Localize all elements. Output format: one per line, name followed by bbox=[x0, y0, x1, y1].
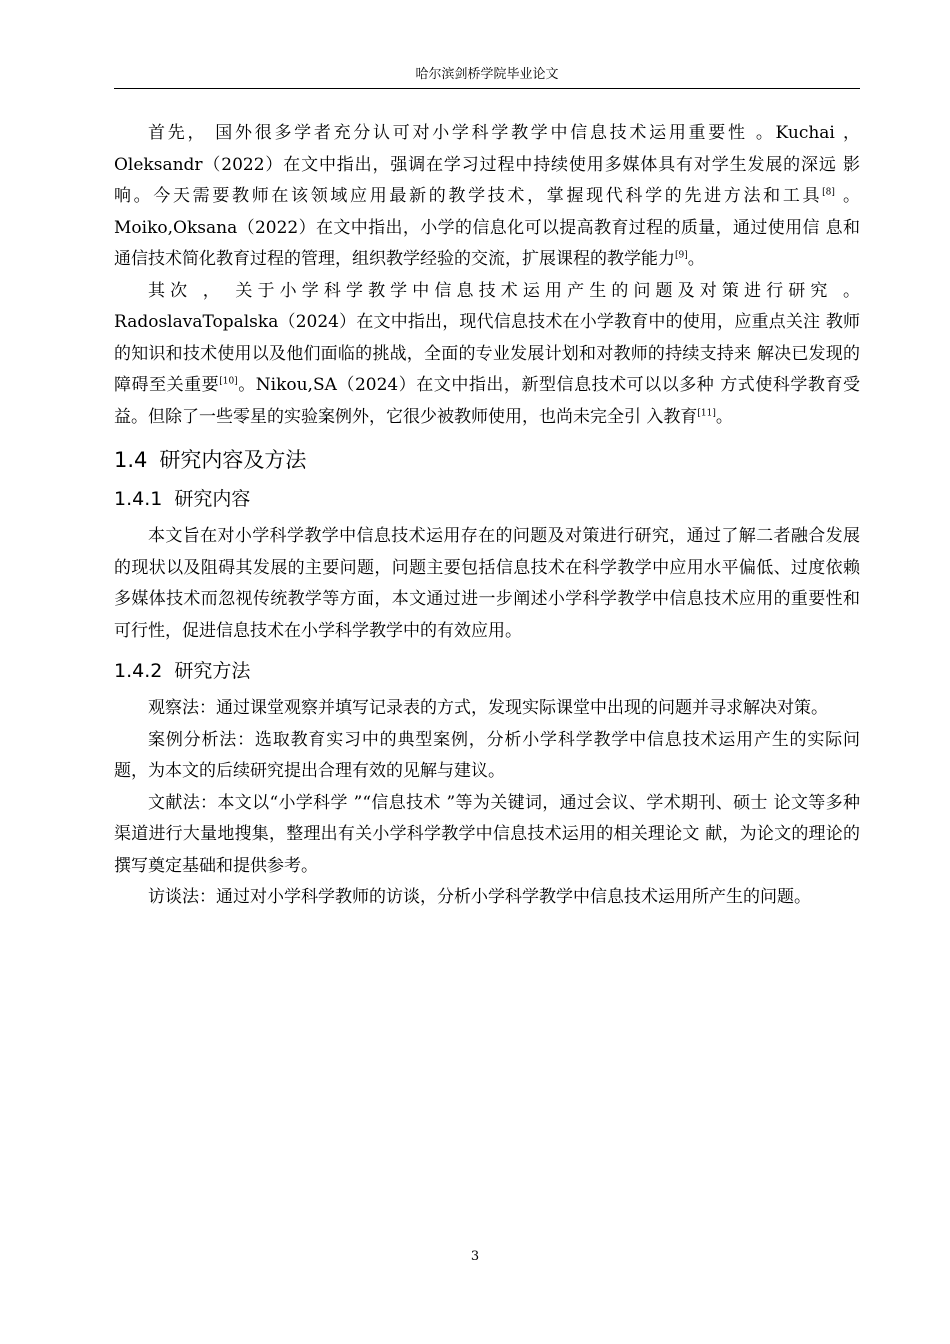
section-heading-1-4-2 bbox=[114, 657, 860, 685]
section-number: 1.4.1 bbox=[114, 488, 163, 510]
section-number: 1.4 bbox=[114, 448, 148, 472]
section-heading-1-4 bbox=[114, 445, 860, 475]
citation: [9] bbox=[675, 250, 688, 261]
section-title: 研究内容及方法 bbox=[159, 448, 307, 472]
paragraph-text: 。 bbox=[687, 249, 705, 269]
paragraph-foreign-research bbox=[114, 118, 860, 276]
document-body bbox=[114, 118, 860, 914]
citation: [8] bbox=[822, 187, 835, 198]
page-number: 3 bbox=[470, 1249, 480, 1264]
section-number: 1.4.2 bbox=[114, 660, 163, 682]
section-heading-1-4-1 bbox=[114, 485, 860, 513]
method-observation: 观察法：通过课堂观察并填写记录表的方式，发现实际课堂中出现的问题并寻求解决对策。 bbox=[148, 698, 828, 718]
paragraph-text: 其次 ， 关于小学科学教学中信息技术运用产生的问题及对策进行研究 。 RadoslavaTopalska（2024）在文中指出，现代信息技术在小学教育中的使用，应重点关注 教师的知识和技术使用以及他们面临的挑战，全面的专业发展计划和对教师的持续支持来 解决已发现的障碍至关重要 bbox=[114, 280, 860, 395]
paragraph-text: 。 bbox=[715, 406, 733, 427]
header-divider bbox=[114, 88, 860, 89]
page-header: 哈尔滨剑桥学院毕业论文 bbox=[415, 67, 559, 82]
paragraph-text: 。Nikou,SA（2024）在文中指出，新型信息技术可以以多种 方式使科学教育受益。但除了一些零星的实验案例外，它很少被教师使用，也尚未完全引 入教育 bbox=[114, 375, 860, 427]
method-interview: 访谈法：通过对小学科学教师的访谈，分析小学科学教学中信息技术运用所产生的问题。 bbox=[148, 887, 811, 907]
paragraph-problem-research bbox=[114, 276, 860, 434]
paragraph-research-content: 本文旨在对小学科学教学中信息技术运用存在的问题及对策进行研究，通过了解二者融合发展的现状以及阻碍其发展的主要问题，问题主要包括信息技术在科学教学中应用水平偏低、过度依赖多媒体技术而忽视传统教学等方面，本文通过进一步阐述小学科学教学中信息技术应用的重要性和可行性，促进信息技术在小学科学教学中的有效应用。 bbox=[114, 526, 860, 641]
citation: [10] bbox=[219, 376, 238, 387]
paragraph-text: 首先， 国外很多学者充分认可对小学科学教学中信息技术运用重要性 。Kuchai ， Oleksandr（2022）在文中指出，强调在学习过程中持续使用多媒体具有对学生发展的深远 影响。今天需要教师在该领域应用最新的教学技术，掌握现代科学的先进方法和工具 bbox=[114, 123, 860, 206]
paragraph-text: 。 Moiko,Oksana（2022）在文中指出，小学的信息化可以提高教育过程的质量，通过使用信 息和通信技术简化教育过程的管理，组织教学经验的交流，扩展课程的教学能力 bbox=[114, 186, 860, 269]
section-title: 研究方法 bbox=[174, 660, 251, 682]
section-title: 研究内容 bbox=[174, 488, 251, 510]
method-literature: 文献法：本文以“小学科学 ”“信息技术 ”等为关键词，通过会议、学术期刊、硕士 论文等多种渠道进行大量地搜集，整理出有关小学科学教学中信息技术运用的相关理论文 献，为论文的理论的撰写奠定基础和提供参考。 bbox=[114, 792, 860, 876]
citation: [11] bbox=[697, 407, 716, 418]
method-case-analysis: 案例分析法：选取教育实习中的典型案例，分析小学科学教学中信息技术运用产生的实际问题，为本文的后续研究提出合理有效的见解与建议。 bbox=[114, 729, 860, 781]
